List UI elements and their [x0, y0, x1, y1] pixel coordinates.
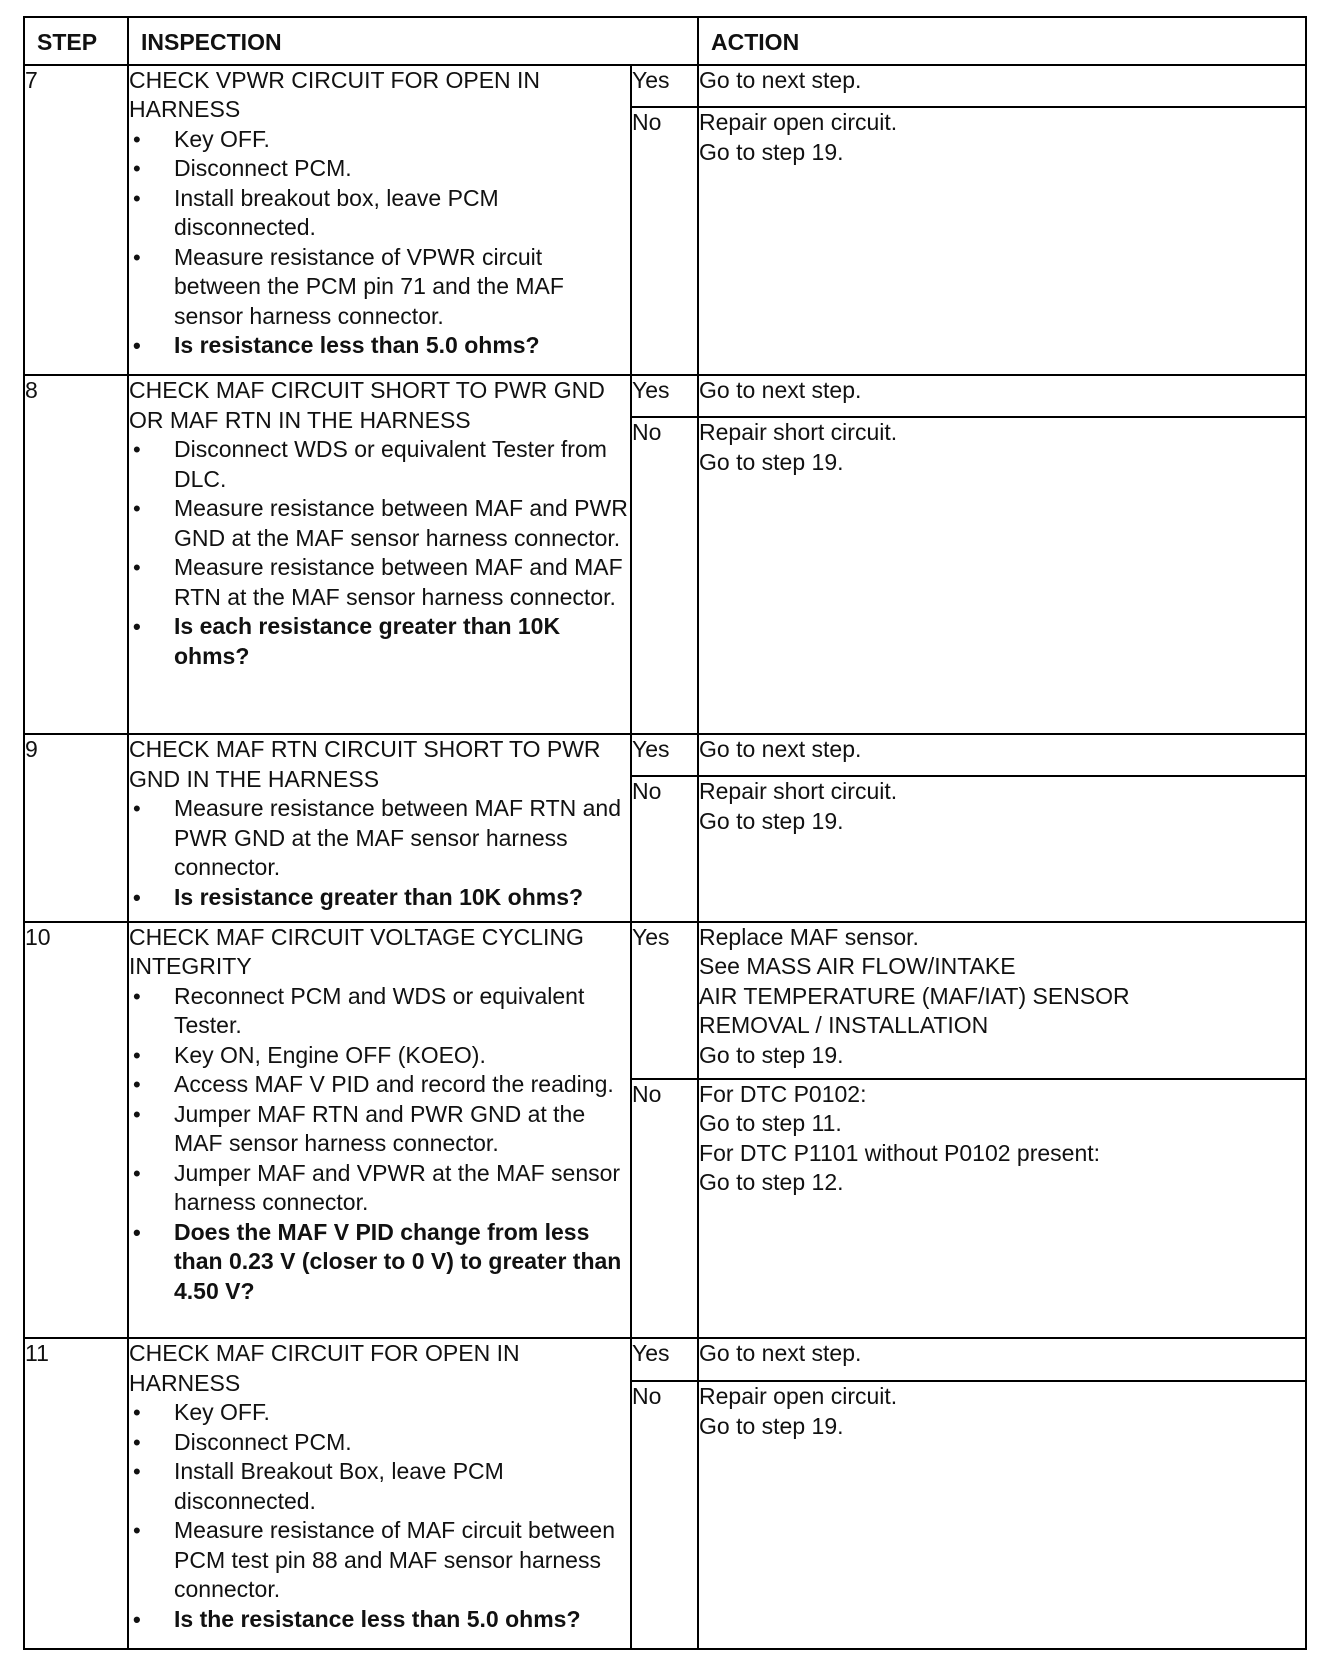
yes-action-line: Go to next step. [699, 377, 862, 404]
yes-action-line: See MASS AIR FLOW/INTAKE [699, 953, 1016, 980]
no-action-cell [698, 1381, 1306, 1649]
no-action-line: Go to step 19. [699, 807, 844, 834]
yes-action-line: Go to next step. [699, 1340, 862, 1367]
inspection-question: • Is resistance less than 5.0 ohms? [129, 331, 630, 361]
no-action-cell [698, 107, 1306, 375]
yes-action-line: Go to next step. [699, 66, 862, 93]
diagnostic-procedure-page [23, 16, 1305, 1650]
inspection-question: • Does the MAF V PID change from less than 0.23 V (closer to 0 V) to greater than 4.50 V? [129, 1218, 630, 1307]
inspection-cell [128, 1338, 631, 1649]
inspection-title: CHECK MAF CIRCUIT SHORT TO PWR GND OR MAF RTN IN THE HARNESS [129, 377, 605, 433]
yes-action-line: REMOVAL / INSTALLATION [699, 1012, 989, 1039]
no-action-line: For DTC P1101 without P0102 present: [699, 1139, 1101, 1166]
inspection-cell [128, 922, 631, 1339]
yes-label: Yes [631, 65, 698, 108]
inspection-bullet: • Measure resistance between MAF and MAF RTN at the MAF sensor harness connector. [129, 553, 630, 612]
inspection-bullet: • Access MAF V PID and record the reading. [129, 1070, 630, 1100]
inspection-bullet: • Measure resistance of VPWR circuit between the PCM pin 71 and the MAF sensor harness connector. [129, 243, 630, 332]
inspection-cell [128, 734, 631, 921]
step-row-yes [24, 375, 1306, 417]
inspection-bullet: • Install breakout box, leave PCM disconnected. [129, 184, 630, 243]
inspection-bullet-list [129, 435, 630, 671]
inspection-bullet-list [129, 1398, 630, 1634]
no-label: No [631, 417, 698, 734]
yes-label: Yes [631, 1338, 698, 1381]
no-label: No [631, 107, 698, 375]
step-row-yes [24, 734, 1306, 776]
header-action: ACTION [698, 17, 1306, 65]
yes-action-cell [698, 922, 1306, 1079]
yes-action-line: Go to next step. [699, 736, 862, 763]
inspection-bullet: • Reconnect PCM and WDS or equivalent Tester. [129, 982, 630, 1041]
inspection-bullet-list [129, 794, 630, 912]
inspection-title: CHECK MAF CIRCUIT FOR OPEN IN HARNESS [129, 1340, 520, 1396]
inspection-bullet: • Measure resistance between MAF and PWR GND at the MAF sensor harness connector. [129, 494, 630, 553]
inspection-bullet: • Key OFF. [129, 125, 630, 155]
inspection-cell [128, 65, 631, 376]
pinpoint-test-table [23, 16, 1307, 1650]
table-header-row [24, 17, 1306, 65]
step-number: 8 [24, 375, 128, 734]
yes-action-cell [698, 1338, 1306, 1381]
no-action-cell [698, 776, 1306, 921]
inspection-title: CHECK VPWR CIRCUIT FOR OPEN IN HARNESS [129, 66, 541, 122]
yes-action-cell [698, 65, 1306, 108]
inspection-bullet: • Install Breakout Box, leave PCM disconnected. [129, 1457, 630, 1516]
yes-action-line: Go to step 19. [699, 1041, 844, 1068]
step-row-yes [24, 65, 1306, 108]
step-row-yes [24, 1338, 1306, 1381]
inspection-question: • Is the resistance less than 5.0 ohms? [129, 1605, 630, 1635]
no-action-line: Go to step 19. [699, 1412, 844, 1439]
no-action-line: Go to step 12. [699, 1169, 844, 1196]
step-number: 9 [24, 734, 128, 921]
no-label: No [631, 776, 698, 921]
no-action-line: Go to step 19. [699, 138, 844, 165]
no-action-line: Go to step 19. [699, 448, 844, 475]
yes-action-cell [698, 734, 1306, 776]
inspection-question: • Is resistance greater than 10K ohms? [129, 883, 630, 913]
yes-action-line: AIR TEMPERATURE (MAF/IAT) SENSOR [699, 982, 1130, 1009]
no-action-line: Repair short circuit. [699, 419, 898, 446]
no-label: No [631, 1381, 698, 1649]
inspection-bullet: • Measure resistance of MAF circuit between PCM test pin 88 and MAF sensor harness connector. [129, 1516, 630, 1605]
step-number: 11 [24, 1338, 128, 1649]
no-action-line: Repair open circuit. [699, 109, 898, 136]
no-action-cell [698, 1079, 1306, 1339]
inspection-bullet: • Disconnect WDS or equivalent Tester from DLC. [129, 435, 630, 494]
yes-label: Yes [631, 922, 698, 1079]
header-inspection: INSPECTION [128, 17, 698, 65]
header-step: STEP [24, 17, 128, 65]
no-label: No [631, 1079, 698, 1339]
inspection-bullet-list [129, 125, 630, 361]
step-row-yes [24, 922, 1306, 1079]
no-action-line: Repair open circuit. [699, 1383, 898, 1410]
inspection-question: • Is each resistance greater than 10K ohms? [129, 612, 630, 671]
inspection-title: CHECK MAF RTN CIRCUIT SHORT TO PWR GND IN THE HARNESS [129, 736, 601, 792]
inspection-bullet: • Key OFF. [129, 1398, 630, 1428]
inspection-bullet-list [129, 982, 630, 1307]
step-number: 7 [24, 65, 128, 376]
inspection-bullet: • Disconnect PCM. [129, 1428, 630, 1458]
no-action-cell [698, 417, 1306, 734]
inspection-cell [128, 375, 631, 734]
inspection-bullet: • Disconnect PCM. [129, 154, 630, 184]
inspection-bullet: • Jumper MAF and VPWR at the MAF sensor harness connector. [129, 1159, 630, 1218]
yes-action-line: Replace MAF sensor. [699, 923, 919, 950]
no-action-line: Repair short circuit. [699, 778, 898, 805]
table-body [24, 65, 1306, 1650]
no-action-line: Go to step 11. [699, 1110, 842, 1137]
no-action-line: For DTC P0102: [699, 1080, 867, 1107]
yes-label: Yes [631, 734, 698, 776]
inspection-bullet: • Key ON, Engine OFF (KOEO). [129, 1041, 630, 1071]
yes-action-cell [698, 375, 1306, 417]
inspection-title: CHECK MAF CIRCUIT VOLTAGE CYCLING INTEGRITY [129, 923, 584, 980]
yes-label: Yes [631, 375, 698, 417]
step-number: 10 [24, 922, 128, 1339]
inspection-bullet: • Jumper MAF RTN and PWR GND at the MAF sensor harness connector. [129, 1100, 630, 1159]
inspection-bullet: • Measure resistance between MAF RTN and PWR GND at the MAF sensor harness connector. [129, 794, 630, 883]
